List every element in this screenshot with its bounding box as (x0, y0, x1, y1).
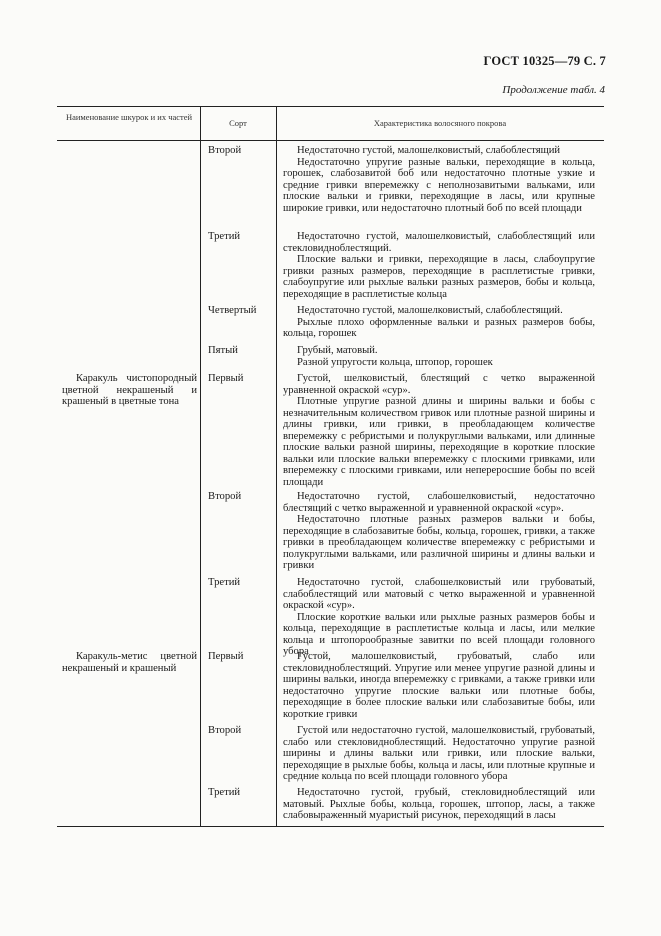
column-divider (276, 106, 277, 826)
characteristic-paragraph: Плоские короткие вальки или рыхлые разных размеров бобы и кольца, переходящие в расплетистые кольца и ласы, или мелкие кольца и штопорообразные завитки по всей площади головного убора (283, 611, 595, 657)
characteristic-cell (283, 305, 595, 340)
characteristic-cell (283, 651, 595, 720)
table-continuation-note: Продолжение табл. 4 (502, 84, 605, 96)
characteristic-cell (283, 373, 595, 488)
characteristic-paragraph: Недостаточно плотные разных размеров вальки и бобы, переходящие в слабозавитые бобы, кольца, горошек, гривки, а также гривки в преобладающем количестве вперемежку с ребристыми и полукруглыми вальками, или различной ширины и длины вальки и гривки (283, 514, 595, 571)
characteristic-paragraph: Грубый, матовый. (297, 345, 378, 356)
grade-cell: Второй (208, 145, 242, 156)
characteristic-paragraph: Густой, шелковистый, блестящий с четко выраженной уравненной окраской «сур». (283, 373, 595, 396)
grade-cell: Первый (208, 373, 244, 384)
page-header: ГОСТ 10325—79 С. 7 (483, 54, 606, 68)
column-header-characteristic: Характеристика волосяного покрова (373, 118, 507, 128)
characteristic-paragraph: Недостаточно густой, грубый, стекловидноблестящий или матовый. Рыхлые бобы, кольца, горошек, штопор, ласы, а также слабовыраженный муаристый рисунок, переходящий в ласы (283, 787, 595, 821)
characteristic-paragraph: Недостаточно густой, малошелковистый, слабоблестящий или стекловидноблестящий. (283, 231, 595, 254)
column-header-name: Наименование шкурок и их частей (65, 112, 193, 122)
characteristic-paragraph: Плотные упругие разной длины и ширины вальки и бобы с незначительным количеством гривок или плотные разной ширины и длины гривки, или гривки, в преобладающем количестве вперемежку с ребристыми и полукруглыми вальками, или длинные плоские вальки разной ширины, переходящие в короткие плоские вальки или плоские вальки вперемежку с плоскими гривками, или вперемежку с плоскими гривками, или непереросшие бобы по всей площади (283, 396, 595, 488)
column-header-grade: Сорт (229, 118, 247, 128)
grade-cell: Второй (208, 725, 242, 736)
table-bottom-rule (57, 826, 604, 827)
characteristic-paragraph: Густой, малошелковистый, грубоватый, слабо или стекловидноблестящий. Упругие или менее упругие разной длины и ширины вальки, иногда вперемежку с гривками, а также гривки или недостаточно упругие плоские вальки или плотные бобы, переходящие в более плоские вальки или слабозавитые бобы, или короткие гривки (283, 651, 595, 720)
grade-cell: Четвертый (208, 305, 257, 316)
characteristic-cell (283, 577, 595, 658)
characteristic-cell (283, 787, 595, 822)
characteristic-paragraph: Недостаточно густой, малошелковистый, слабоблестящий. (297, 305, 563, 316)
characteristic-paragraph: Недостаточно упругие разные вальки, переходящие в кольца, горошек, слабозавитой боб или недостаточно плотные узкие и средние гривки вперемежку с неполнозавитыми вальками, или плоские вальки и гривки, переходящие в ласы, или крупные широкие гривки, или недостаточно плотный боб по всей площади (283, 156, 595, 214)
characteristic-cell (283, 491, 595, 572)
column-divider (200, 106, 201, 826)
characteristic-cell (283, 145, 595, 214)
characteristic-paragraph: Недостаточно густой, слабошелковистый или грубоватый, слабоблестящий или матовый с четко выраженной и уравненной окраской «сур». (283, 577, 595, 611)
characteristic-paragraph: Недостаточно густой, малошелковистый, слабоблестящий (297, 145, 561, 156)
characteristic-paragraph: Недостаточно густой, слабошелковистый, недостаточно блестящий с четко выраженной и уравненной окраской «сур». (283, 491, 595, 514)
grade-cell: Третий (208, 787, 241, 798)
characteristic-paragraph: Рыхлые плохо оформленные вальки и разных размеров бобы, кольца, горошек (283, 316, 595, 339)
grade-cell: Пятый (208, 345, 238, 356)
characteristic-cell (283, 725, 595, 783)
table-top-rule (57, 106, 604, 107)
characteristic-paragraph: Плоские вальки и гривки, переходящие в ласы, слабоупругие гривки разных размеров, переходящие в расплетистые гривки, слабоупругие или рыхлые вальки разных размеров, бобы и кольца, переходящие в расплетистые кольца (283, 254, 595, 300)
grade-cell: Первый (208, 651, 244, 662)
grade-cell: Второй (208, 491, 242, 502)
table-header-rule (57, 140, 604, 141)
fur-name-cell: Каракуль чистопородный цветной некрашеный и крашеный в цветные тона (62, 373, 197, 407)
fur-name-cell: Каракуль-метис цветной некрашеный и крашеный (62, 651, 197, 674)
characteristic-paragraph: Густой или недостаточно густой, малошелковистый, грубоватый, слабо или стекловидноблестящий. Недостаточно упругие разной ширины и длины вальки или гривки, или плоские вальки, переходящие в рыхлые бобы, кольца и ласы, или плотные крупные и средние кольца по всей площади головного убора (283, 725, 595, 782)
grade-cell: Третий (208, 577, 241, 588)
characteristic-cell (283, 345, 595, 368)
characteristic-cell (283, 231, 595, 300)
characteristic-paragraph: Разной упругости кольца, штопор, горошек (297, 356, 493, 368)
grade-cell: Третий (208, 231, 241, 242)
